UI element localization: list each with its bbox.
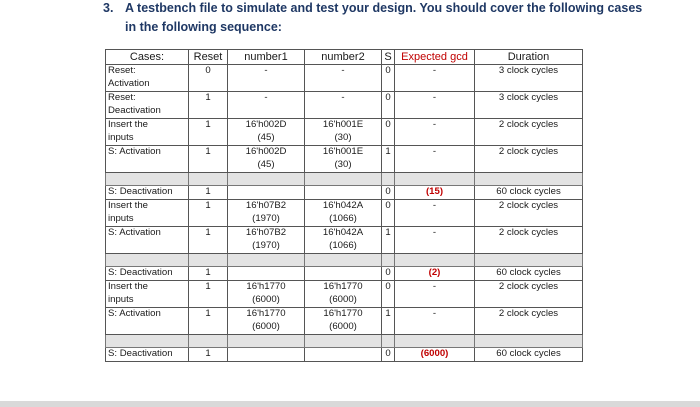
header-row [106, 50, 583, 65]
spacer-cell [305, 173, 382, 186]
s-cell: 0 [382, 92, 395, 119]
spacer-cell [395, 335, 475, 348]
spacer-cell [228, 254, 305, 267]
spacer-row [106, 254, 583, 267]
s-cell: 0 [382, 200, 395, 227]
duration-cell: 2 clock cycles [475, 146, 583, 173]
expected-gcd-cell: (15) [395, 186, 475, 200]
case-cell: Insert the inputs [106, 119, 189, 146]
spacer-cell [395, 173, 475, 186]
case-cell: Insert the inputs [106, 200, 189, 227]
spacer-cell [106, 173, 189, 186]
number2-cell [305, 186, 382, 200]
spacer-cell [106, 335, 189, 348]
case-cell: S: Activation [106, 146, 189, 173]
number1-cell: 16'h1770 (6000) [228, 281, 305, 308]
number2-cell: 16'h1770 (6000) [305, 281, 382, 308]
header-reset: Reset [189, 50, 228, 65]
expected-gcd-cell: (2) [395, 267, 475, 281]
spacer-cell [106, 254, 189, 267]
s-cell: 0 [382, 65, 395, 92]
reset-cell: 1 [189, 92, 228, 119]
number1-cell: 16'h002D (45) [228, 146, 305, 173]
case-cell: Reset: Activation [106, 65, 189, 92]
question-number: 3. [103, 1, 114, 15]
case-cell: Reset: Deactivation [106, 92, 189, 119]
question-text-line2: in the following sequence: [125, 20, 282, 34]
table-row [106, 119, 583, 146]
duration-cell: 3 clock cycles [475, 65, 583, 92]
header-duration: Duration [475, 50, 583, 65]
header-number1: number1 [228, 50, 305, 65]
question-text-line1: A testbench file to simulate and test your design. You should cover the following cases [125, 1, 643, 15]
table-row [106, 92, 583, 119]
case-cell: S: Deactivation [106, 267, 189, 281]
number2-cell: 16'h042A (1066) [305, 200, 382, 227]
s-cell: 0 [382, 186, 395, 200]
expected-gcd-cell: - [395, 65, 475, 92]
s-cell: 0 [382, 119, 395, 146]
expected-gcd-cell: - [395, 92, 475, 119]
expected-gcd-cell: - [395, 200, 475, 227]
page-bottom-edge [0, 401, 700, 407]
number1-cell [228, 267, 305, 281]
expected-gcd-cell: - [395, 119, 475, 146]
reset-cell: 1 [189, 186, 228, 200]
number1-cell: 16'h07B2 (1970) [228, 227, 305, 254]
duration-cell: 2 clock cycles [475, 227, 583, 254]
duration-cell: 60 clock cycles [475, 267, 583, 281]
reset-cell: 1 [189, 348, 228, 362]
number2-cell: - [305, 92, 382, 119]
number2-cell: - [305, 65, 382, 92]
spacer-cell [382, 335, 395, 348]
spacer-cell [475, 173, 583, 186]
number1-cell: 16'h1770 (6000) [228, 308, 305, 335]
table-row [106, 267, 583, 281]
header-s: S [382, 50, 395, 65]
expected-gcd-cell: (6000) [395, 348, 475, 362]
table-row [106, 200, 583, 227]
duration-cell: 60 clock cycles [475, 186, 583, 200]
number2-cell: 16'h001E (30) [305, 119, 382, 146]
spacer-cell [228, 335, 305, 348]
number1-cell [228, 186, 305, 200]
spacer-row [106, 335, 583, 348]
case-cell: S: Activation [106, 227, 189, 254]
duration-cell: 2 clock cycles [475, 308, 583, 335]
duration-cell: 2 clock cycles [475, 200, 583, 227]
spacer-cell [189, 254, 228, 267]
number1-cell: - [228, 92, 305, 119]
s-cell: 1 [382, 227, 395, 254]
spacer-cell [189, 173, 228, 186]
expected-gcd-cell: - [395, 146, 475, 173]
testbench-table [105, 49, 583, 362]
expected-gcd-cell: - [395, 281, 475, 308]
header-number2: number2 [305, 50, 382, 65]
duration-cell: 2 clock cycles [475, 119, 583, 146]
reset-cell: 1 [189, 267, 228, 281]
reset-cell: 1 [189, 281, 228, 308]
spacer-cell [189, 335, 228, 348]
reset-cell: 1 [189, 146, 228, 173]
number1-cell: - [228, 65, 305, 92]
number2-cell: 16'h1770 (6000) [305, 308, 382, 335]
duration-cell: 3 clock cycles [475, 92, 583, 119]
reset-cell: 1 [189, 119, 228, 146]
s-cell: 0 [382, 281, 395, 308]
s-cell: 0 [382, 267, 395, 281]
s-cell: 1 [382, 146, 395, 173]
number1-cell [228, 348, 305, 362]
reset-cell: 1 [189, 200, 228, 227]
number2-cell [305, 267, 382, 281]
reset-cell: 1 [189, 227, 228, 254]
table-row [106, 146, 583, 173]
duration-cell: 2 clock cycles [475, 281, 583, 308]
expected-gcd-cell: - [395, 227, 475, 254]
spacer-cell [382, 173, 395, 186]
table-row [106, 65, 583, 92]
case-cell: S: Activation [106, 308, 189, 335]
reset-cell: 1 [189, 308, 228, 335]
table-row [106, 227, 583, 254]
s-cell: 1 [382, 308, 395, 335]
number1-cell: 16'h002D (45) [228, 119, 305, 146]
table-row [106, 186, 583, 200]
spacer-cell [395, 254, 475, 267]
header-cases: Cases: [106, 50, 189, 65]
spacer-cell [228, 173, 305, 186]
number2-cell: 16'h042A (1066) [305, 227, 382, 254]
spacer-cell [382, 254, 395, 267]
expected-gcd-cell: - [395, 308, 475, 335]
table-row [106, 348, 583, 362]
reset-cell: 0 [189, 65, 228, 92]
header-expected-gcd: Expected gcd [395, 50, 475, 65]
case-cell: S: Deactivation [106, 348, 189, 362]
number2-cell [305, 348, 382, 362]
spacer-cell [475, 335, 583, 348]
case-cell: S: Deactivation [106, 186, 189, 200]
spacer-row [106, 173, 583, 186]
duration-cell: 60 clock cycles [475, 348, 583, 362]
number1-cell: 16'h07B2 (1970) [228, 200, 305, 227]
spacer-cell [475, 254, 583, 267]
spacer-cell [305, 254, 382, 267]
s-cell: 0 [382, 348, 395, 362]
table-row [106, 308, 583, 335]
spacer-cell [305, 335, 382, 348]
case-cell: Insert the inputs [106, 281, 189, 308]
number2-cell: 16'h001E (30) [305, 146, 382, 173]
question-heading [103, 0, 683, 37]
table-row [106, 281, 583, 308]
